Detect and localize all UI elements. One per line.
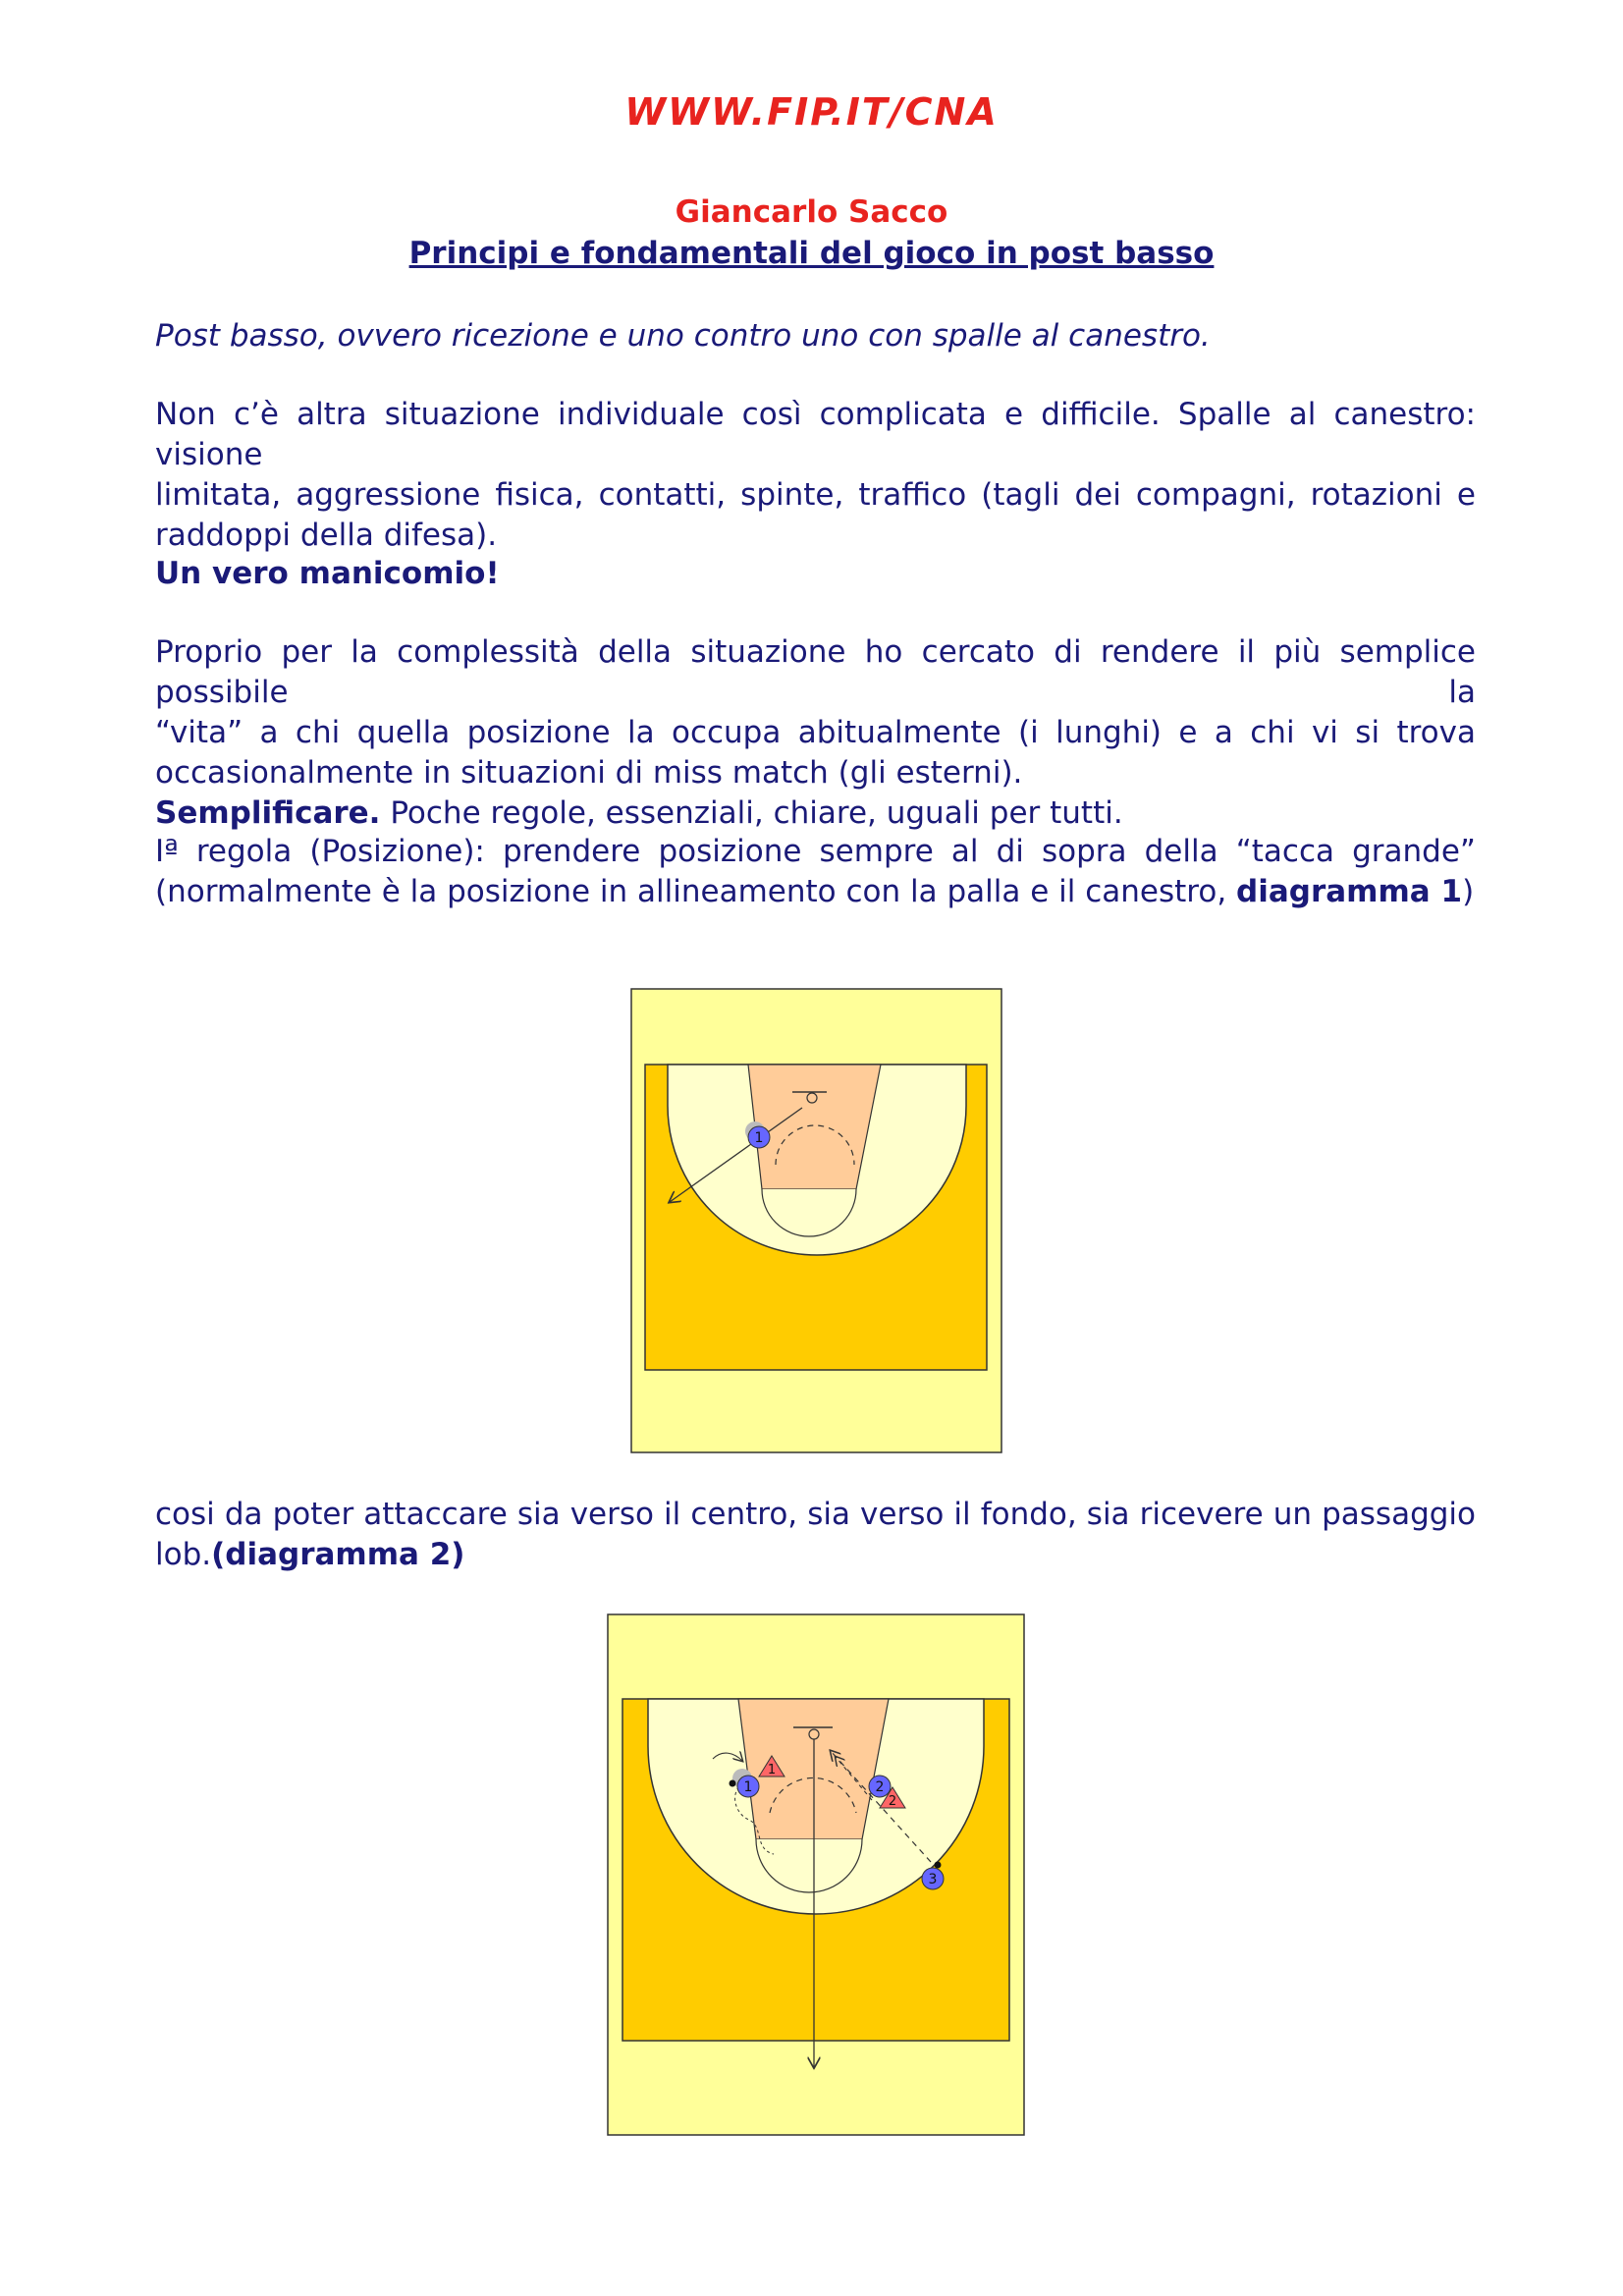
diagram-1-court [630,988,1003,1454]
paragraph-line: Iª regola (Posizione): prendere posizione sempre al di sopra della “tacca grande” [155,834,1476,869]
paragraph-difficulty [155,395,1476,556]
paragraph-attack [155,1495,1476,1575]
ball [730,1780,736,1787]
exclamation-heading: Un vero manicomio! [155,556,500,591]
document-title: Principi e fondamentali del gioco in post basso [408,236,1215,271]
paragraph-line: occasionalmente in situazioni di miss match (gli esterni). [155,755,1023,791]
paragraph-line: limitata, aggressione fisica, contatti, spinte, traffico (tagli dei compagni, rotazioni e [155,477,1476,513]
diagram-1-reference: diagramma 1 [1236,874,1463,909]
paragraph-line [155,872,1476,912]
simplify-text: Poche regole, essenziali, chiare, uguali per tutti. [380,795,1123,831]
defense-player-label: 1 [767,1763,777,1777]
diagram-2-reference: (diagramma 2) [211,1537,465,1572]
author-name: Giancarlo Sacco [675,194,948,230]
offense-player-label: 3 [928,1872,938,1887]
paragraph-line: “vita” a chi quella posizione la occupa abitualmente (i lunghi) e a chi vi si trova [155,715,1476,750]
paragraph-line [155,1535,1476,1575]
paragraph-complexity [155,632,1476,834]
paragraph-text: lob. [155,1537,212,1572]
simplify-line [155,793,1476,834]
paragraph-line: cosi da poter attaccare sia verso il centro, sia verso il fondo, sia ricevere un passaggio [155,1497,1476,1532]
simplify-label: Semplificare. [155,795,381,831]
ball [935,1862,942,1869]
paragraph-line: raddoppi della difesa). [155,518,498,553]
defense-player-label: 2 [888,1794,897,1809]
offense-player-label: 1 [743,1779,753,1795]
offense-player-label: 2 [875,1779,885,1795]
intro-paragraph: Post basso, ovvero ricezione e uno contro uno con spalle al canestro. [155,318,1211,354]
diagram-2-court [607,1613,1026,2137]
paragraph-rule-1 [155,832,1476,912]
paragraph-line: Non c’è altra situazione individuale così complicata e difficile. Spalle al canestro: visione [155,397,1476,472]
offense-player-label: 1 [754,1130,764,1146]
paragraph-line: Proprio per la complessità della situazione ho cercato di rendere il più semplice possibile la [155,634,1476,710]
rule-text: (normalmente è la posizione in allineamento con la palla e il canestro, [155,874,1237,909]
site-url-logo[interactable]: WWW.FIP.IT/CNA [624,90,999,134]
rule-text-end: ) [1462,874,1475,909]
